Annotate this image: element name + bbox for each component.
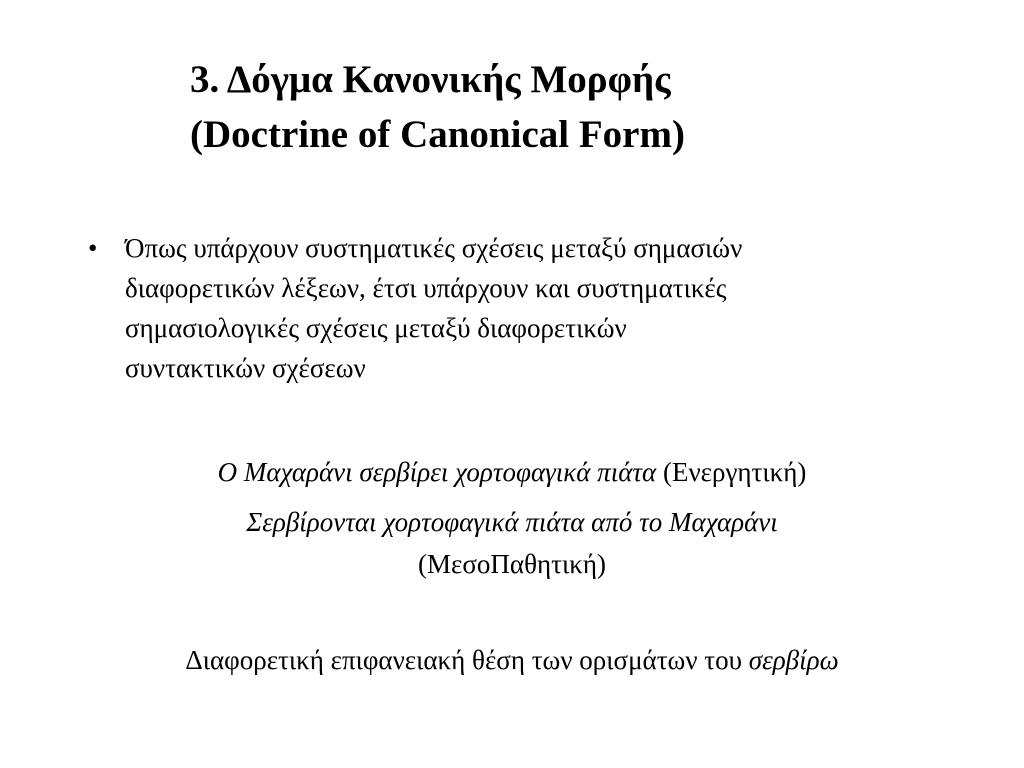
bullet-line-2: διαφορετικών λέξεων, έτσι υπάρχουν και συστηματικές (125, 273, 727, 303)
example-active (0, 452, 1024, 492)
bullet-line-4: συντακτικών σχέσεων (125, 353, 366, 383)
bullet-line-1: Όπως υπάρχουν συστηματικές σχέσεις μεταξύ σημασιών (125, 233, 743, 263)
bullet-text (125, 228, 935, 388)
conclusion (0, 640, 1024, 680)
conclusion-text: Διαφορετική επιφανειακή θέση των ορισμάτων του (185, 645, 742, 675)
passive-voice-label: (ΜεσοΠαθητική) (418, 549, 606, 579)
active-voice-label: (Ενεργητική) (662, 457, 807, 487)
example-passive (0, 502, 1024, 542)
bullet-marker: • (88, 233, 98, 263)
bullet-line-3: σημασιολογικές σχέσεις μεταξύ διαφορετικών (125, 313, 627, 343)
slide-title (190, 52, 950, 162)
title-line-greek: 3. Δόγμα Κανονικής Μορφής (190, 58, 671, 101)
active-sentence: Ο Μαχαράνι σερβίρει χορτοφαγικά πιάτα (217, 457, 657, 487)
passive-sentence: Σερβίρονται χορτοφαγικά πιάτα από το Μαχαράνι (246, 507, 778, 537)
conclusion-verb: σερβίρω (748, 645, 839, 675)
title-line-english: (Doctrine of Canonical Form) (190, 113, 685, 156)
